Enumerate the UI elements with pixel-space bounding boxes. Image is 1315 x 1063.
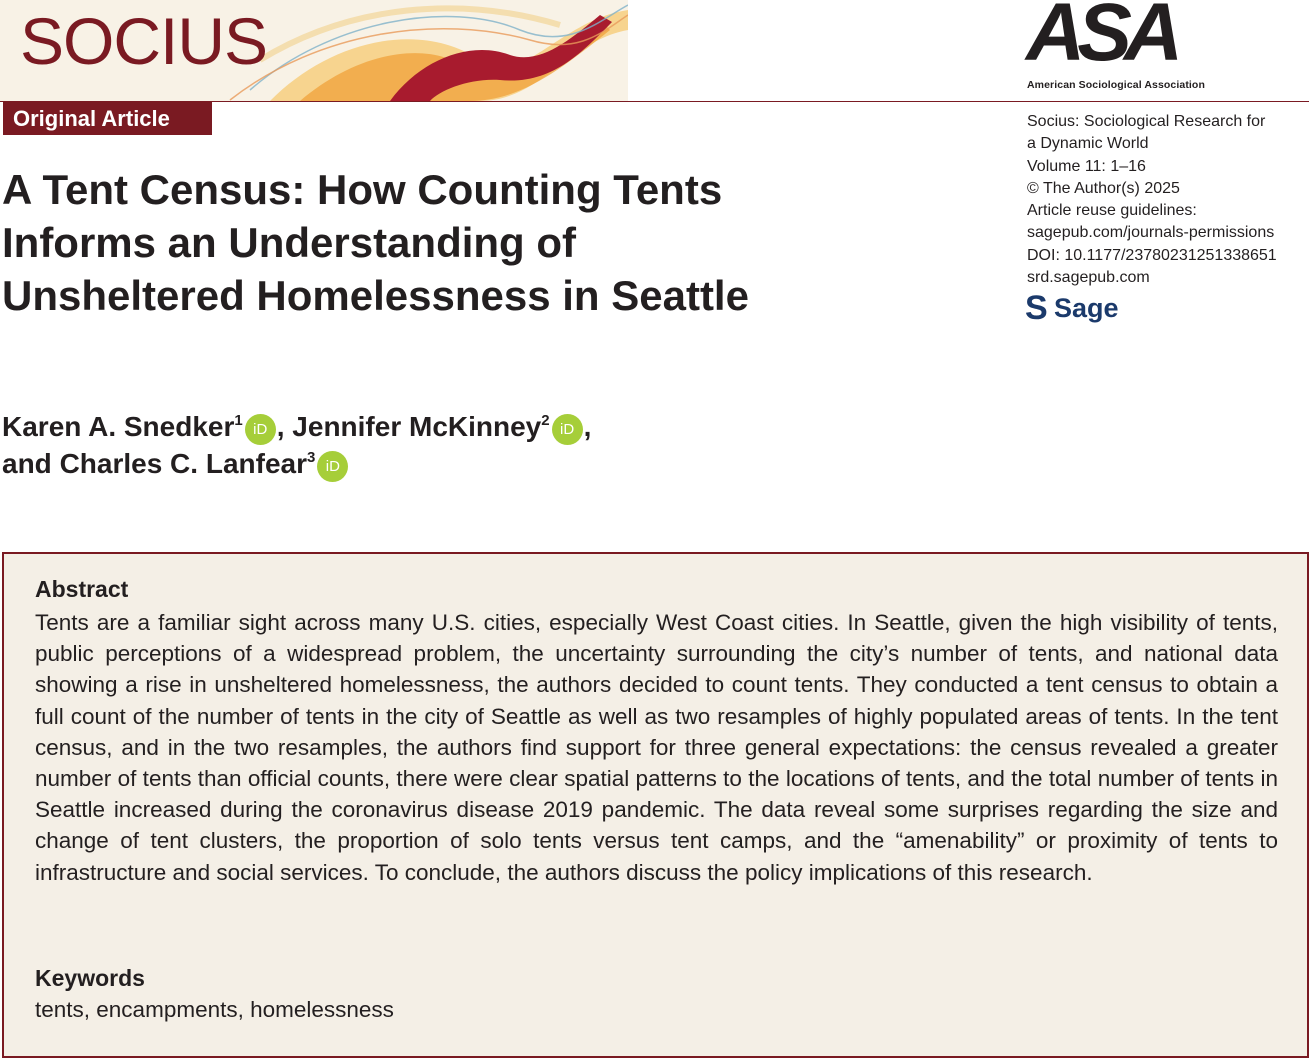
journal-name: SOCIUS [20, 4, 268, 78]
journal-info [1027, 111, 1312, 289]
author-name: Karen A. Snedker [2, 411, 235, 442]
author-separator: , [276, 411, 293, 442]
journal-info-line: Socius: Sociological Research for [1027, 113, 1266, 130]
keywords-heading: Keywords [35, 965, 145, 991]
title-line: Unsheltered Homelessness in Seattle [2, 272, 749, 319]
author-line [2, 408, 591, 445]
affiliation-marker: 3 [306, 449, 316, 466]
journal-info-line: © The Author(s) 2025 [1027, 179, 1180, 197]
author-separator: , [583, 411, 592, 442]
journal-banner [0, 0, 628, 101]
author-conjunction: and [2, 448, 60, 479]
author-name: Charles C. Lanfear [59, 448, 307, 479]
affiliation-marker: 2 [541, 412, 550, 429]
publisher-name: Sage [1054, 293, 1119, 323]
author-line [2, 445, 591, 482]
article-title [2, 163, 882, 322]
doi-link[interactable]: DOI: 10.1177/23780231251338651 [1027, 246, 1277, 264]
journal-site-link[interactable]: srd.sagepub.com [1027, 269, 1150, 287]
journal-info-line: a Dynamic World [1027, 135, 1149, 153]
title-line: A Tent Census: How Counting Tents [2, 166, 723, 213]
abstract-box [2, 552, 1309, 1058]
affiliation-marker: 1 [234, 412, 243, 429]
author-list [2, 408, 591, 482]
permissions-link[interactable]: sagepub.com/journals-permissions [1027, 224, 1275, 242]
abstract-text: Tents are a familiar sight across many U.S. cities, especially West Coast cities. In Seattle, given the high visibility of tents, public perceptions of a widespread problem, the uncertainty surrounding the city’s number of tents, and national data showing a rise in unsheltered homelessness, the authors decided to count tents. They conducted a tent census to obtain a full count of the number of tents in the city of Seattle as well as two resamples of highly populated areas of tents. In the tent census, and in the two resamples, the authors find support for three general expectations: the census revealed a greater number of tents than official counts, there were clear spatial patterns to the locations of tents, and the total number of tents in Seattle increased during the coronavirus disease 2019 pandemic. The data reveal some surprises regarding the size and change of tent clusters, the proportion of solo tents versus tent camps, and the “amenability” or proximity of tents to infrastructure and social services. To conclude, the authors discuss the policy implications of this research. [35, 610, 1278, 885]
abstract-heading: Abstract [35, 576, 129, 602]
journal-info-line: Volume 11: 1–16 [1027, 157, 1146, 175]
asa-logo-letters: ASA [1026, 0, 1176, 78]
sage-s-icon: S [1025, 289, 1048, 327]
orcid-icon[interactable]: iD [552, 414, 583, 445]
society-name: American Sociological Association [1027, 79, 1205, 91]
author-name: Jennifer McKinney [292, 411, 542, 442]
asa-logo [1024, 0, 1220, 92]
orcid-icon[interactable]: iD [317, 451, 348, 482]
title-line: Informs an Understanding of [2, 219, 577, 266]
orcid-icon[interactable]: iD [245, 414, 276, 445]
article-type-badge: Original Article [3, 102, 212, 135]
journal-info-line: Article reuse guidelines: [1027, 202, 1197, 220]
keywords-text: tents, encampments, homelessness [35, 997, 394, 1022]
